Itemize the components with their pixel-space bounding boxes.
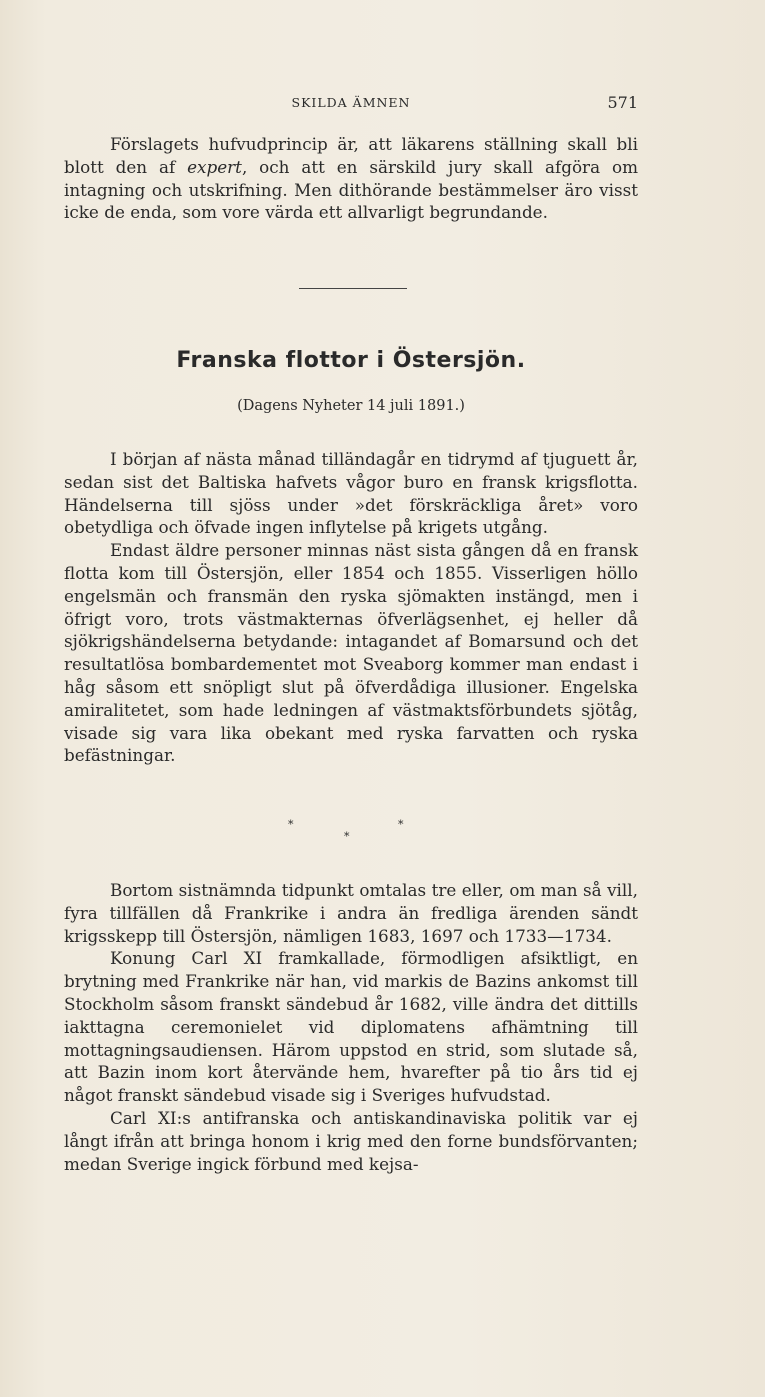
article-paragraph: I början af nästa månad tilländagår en tidrymd af tjuguett år, sedan sist det Baltiska hafvets vågor buro en fransk krigsflotta. Händelserna till sjöss under »det förskräckliga året» voro obetydliga och öfvade ingen inflytelse på krigets utgång. xyxy=(64,449,638,538)
article-paragraph: Carl XI:s antifranska och antiskandinaviska politik var ej långt ifrån att bringa honom i krig med den forne bundsförvanten; medan Sverige ingick förbund med kejsa- xyxy=(64,1107,638,1174)
intro-section xyxy=(64,133,638,224)
page-number: 571 xyxy=(607,93,638,112)
article-body-part1 xyxy=(64,448,638,767)
asterisk: * xyxy=(288,818,294,831)
article-source: (Dagens Nyheter 14 juli 1891.) xyxy=(237,398,465,414)
asterism-separator xyxy=(280,818,420,848)
article-body-part2 xyxy=(64,879,638,1175)
page-header xyxy=(64,93,638,113)
section-divider xyxy=(299,288,407,289)
intro-italic-term: expert xyxy=(187,156,242,177)
asterisk: * xyxy=(344,830,350,843)
article-paragraph: Endast äldre personer minnas näst sista gången då en fransk flotta kom till Östersjön, eller 1854 och 1855. Visserligen höllo engelsmän och fransmän den ryska sjömakten instängd, men i öfrigt voro, trots västmakternas öfverlägsenhet, ej heller då sjökrigshändelserna betydande: intagandet af Bomarsund och det resultatlösa bombardementet mot Sveaborg kommer man endast i håg såsom ett snöpligt slut på öfverdådiga illusioner. Engelska amiralitetet, som hade ledningen af västmaktsförbundets sjötåg, visade sig vara lika obekant med ryska farvatten och ryska befästningar. xyxy=(64,540,638,766)
article-paragraph: Bortom sistnämnda tidpunkt omtalas tre eller, om man så vill, fyra tillfällen då Frankrike i andra än fredliga ärenden sändt krigsskepp till Östersjön, nämligen 1683, 1697 och 1733—1734. xyxy=(64,880,638,946)
intro-text-start: Förslagets hufvudprincip är, att läkarens ställning skall bli blott den af xyxy=(64,134,638,177)
running-head: SKILDA ÄMNEN xyxy=(291,95,411,110)
article-title: Franska flottor i Östersjön. xyxy=(176,348,526,373)
intro-paragraph xyxy=(64,133,638,224)
asterisk: * xyxy=(398,818,404,831)
intro-text-end: , och att en särskild jury skall afgöra om intagning och utskrifning. Men dithörande bestämmelser äro visst icke de enda, som vore värda ett allvarligt begrundande. xyxy=(64,156,638,223)
article-paragraph: Konung Carl XI framkallade, förmodligen afsiktligt, en brytning med Frankrike när han, vid markis de Bazins ankomst till Stockholm såsom franskt sändebud år 1682, ville ändra det dittills iakttagna ceremonielet vid diplomatens afhämtning till mottagningsaudiensen. Härom uppstod en strid, som slutade så, att Bazin inom kort återvände hem, hvarefter på tio års tid ej något franskt sändebud visade sig i Sveriges hufvudstad. xyxy=(64,948,638,1106)
